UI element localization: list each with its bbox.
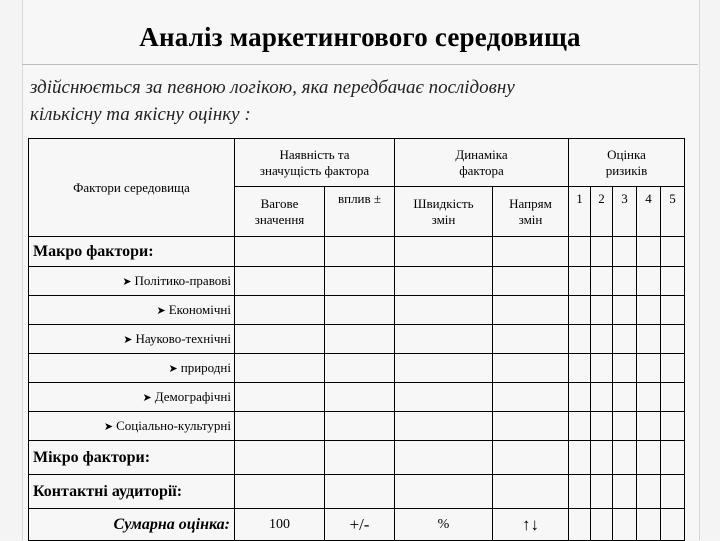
arrow-bullet-icon: ➤: [142, 392, 152, 404]
header-weight-line-2: значення: [254, 211, 305, 227]
table-row: [29, 354, 685, 383]
table-row: [29, 412, 685, 441]
table-row: [29, 325, 685, 354]
table-row: [29, 383, 685, 412]
macro-item-label: природні: [180, 360, 231, 375]
risk-scale-5: 5: [661, 187, 685, 237]
table-row: [29, 267, 685, 296]
macro-item: [29, 383, 235, 412]
title-divider: [22, 64, 698, 65]
header-dynamics-line-1: Динаміка: [455, 146, 508, 162]
table-row: [29, 296, 685, 325]
header-factors-label: Фактори середовища: [73, 179, 190, 195]
subtitle-line-2: кількісну та якісну оцінку :: [30, 104, 251, 125]
micro-factors-label: Мікро фактори:: [29, 441, 235, 475]
risk-scale-3: 3: [613, 187, 637, 237]
risk-scale-1: 1: [569, 187, 591, 237]
summary-weight: 100: [235, 509, 325, 541]
header-presence: [235, 139, 395, 187]
header-row-1: [29, 139, 685, 187]
header-direction-line-1: Напрям: [509, 195, 552, 211]
header-speed-line-1: Швидкість: [413, 195, 474, 211]
header-influence: [325, 187, 395, 237]
arrow-bullet-icon: ➤: [103, 421, 114, 433]
slide-subtitle: [30, 74, 690, 128]
risk-scale-2: 2: [591, 187, 613, 237]
summary-speed: %: [395, 509, 493, 541]
contact-audiences-label: Контактні аудиторії:: [29, 475, 235, 509]
macro-item-label: Політико-правові: [134, 273, 231, 288]
header-speed-line-2: змін: [431, 211, 456, 227]
summary-label: Сумарна оцінка:: [29, 509, 235, 541]
analysis-table: [28, 138, 685, 541]
macro-item: [29, 325, 235, 354]
header-factors: [29, 139, 235, 237]
summary-direction: ↑↓: [493, 509, 569, 541]
slide-title: Аналіз маркетингового середовища: [139, 22, 581, 52]
subtitle-line-1: здійснюється за певною логікою, яка передбачає послідовну: [30, 77, 515, 98]
summary-row: [29, 509, 685, 541]
header-weight-line-1: Вагове: [260, 195, 299, 211]
macro-item: [29, 296, 235, 325]
macro-item-label: Економічні: [168, 302, 231, 317]
table-row: [29, 237, 685, 267]
header-risk-line-1: Оцінка: [607, 146, 646, 162]
header-influence-label: вплив ±: [337, 191, 382, 206]
arrow-bullet-icon: ➤: [168, 363, 178, 375]
macro-factors-label: Макро фактори:: [29, 237, 235, 267]
header-dynamics: [395, 139, 569, 187]
header-presence-line-2: значущість фактора: [259, 162, 370, 178]
arrow-bullet-icon: ➤: [122, 276, 132, 288]
arrow-bullet-icon: ➤: [156, 305, 166, 317]
header-dynamics-line-2: фактора: [459, 162, 504, 178]
header-risk-line-2: ризиків: [605, 162, 648, 178]
macro-item: [29, 354, 235, 383]
macro-item-label: Соціально-культурні: [116, 418, 231, 433]
header-presence-line-1: Наявність та: [279, 146, 350, 162]
macro-item: [29, 412, 235, 441]
table-row: [29, 441, 685, 475]
macro-item: [29, 267, 235, 296]
arrow-bullet-icon: ➤: [123, 334, 133, 346]
header-direction-line-2: змін: [518, 211, 543, 227]
header-risk: [569, 139, 685, 187]
header-speed: [395, 187, 493, 237]
summary-influence: +/-: [325, 509, 395, 541]
risk-scale-4: 4: [637, 187, 661, 237]
table-row: [29, 475, 685, 509]
macro-item-label: Демографічні: [154, 389, 231, 404]
macro-item-label: Науково-технічні: [135, 331, 231, 346]
header-weight: [235, 187, 325, 237]
header-direction: [493, 187, 569, 237]
